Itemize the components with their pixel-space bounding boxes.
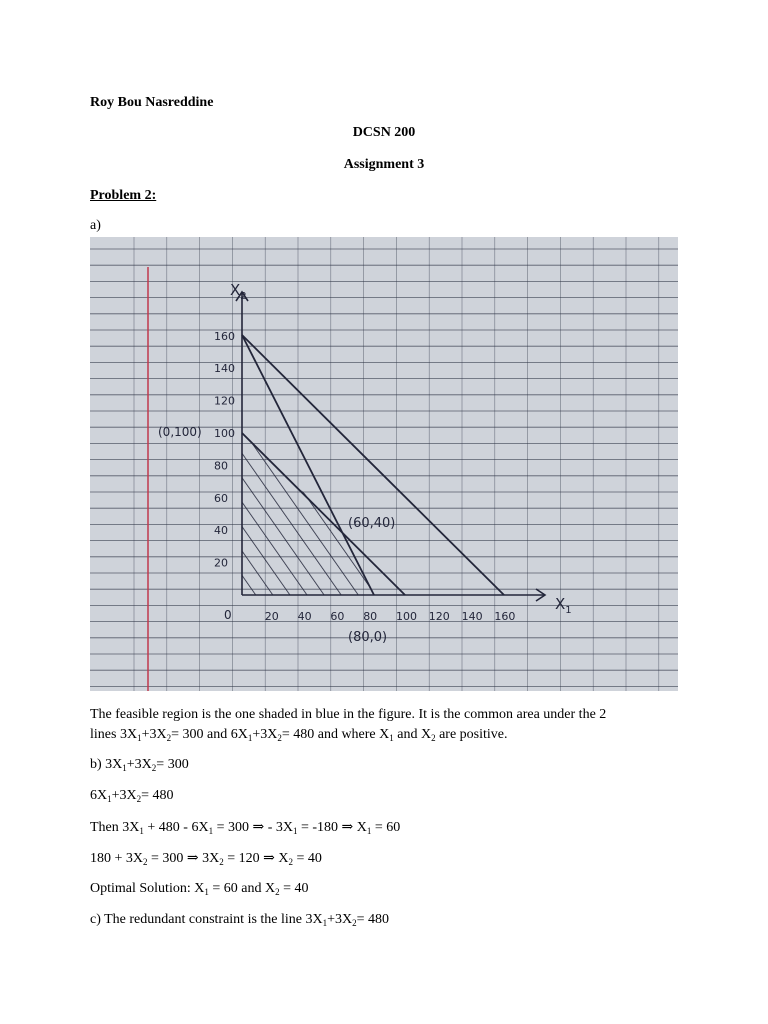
point-label-0-100: (0,100) — [158, 425, 202, 439]
subscript: 2 — [166, 733, 172, 743]
author-name: Roy Bou Nasreddine — [90, 95, 214, 110]
feasible-region — [242, 433, 374, 595]
text-fragment: = 120 ⇒ X — [223, 851, 289, 866]
text-fragment: = 480 — [141, 788, 174, 803]
text-fragment: = 40 — [293, 851, 322, 866]
course-code: DCSN 200 — [352, 125, 416, 140]
y-tick-label: 60 — [214, 491, 228, 505]
y-tick-label: 100 — [214, 427, 235, 440]
assignment-title: Assignment 3 — [343, 157, 425, 172]
y-tick-labels — [214, 330, 235, 570]
hand-drawn-graph — [90, 237, 678, 691]
x-tick-label: 100 — [396, 610, 417, 623]
x-tick-labels — [265, 610, 516, 623]
x-tick-label: 60 — [330, 610, 345, 623]
x-tick-label: 140 — [461, 610, 483, 623]
text-fragment: +3X — [111, 788, 137, 803]
part-a-label: a) — [90, 218, 101, 233]
subscript: 1 — [137, 733, 142, 743]
subscript: 1 — [322, 918, 328, 928]
text-fragment: = 300 and 6X — [171, 727, 248, 742]
y-axis-title: $X_2$ — [230, 281, 247, 302]
text-fragment: + 480 - 6X — [143, 820, 209, 835]
text-fragment: 6X — [90, 788, 108, 803]
subscript: 2 — [288, 857, 294, 867]
text-fragment: +3X — [141, 727, 167, 742]
x-tick-label: 120 — [428, 610, 450, 623]
origin-label: 0 — [224, 608, 232, 622]
feasible-text-line1: The feasible region is the one shaded in blue in the figure. It is the common area under the 2 — [90, 707, 607, 722]
point-label-60-40: (60,40) — [348, 516, 396, 531]
part-b-equation-2 — [90, 788, 174, 804]
text-fragment: c) The redundant constraint is the line 3X — [90, 912, 323, 927]
text-fragment: = 480 — [356, 912, 390, 927]
subscript: 2 — [352, 918, 357, 928]
subscript: 1 — [122, 763, 127, 773]
x-axis-title: $X_1$ — [555, 595, 572, 616]
x-tick-label: 40 — [297, 610, 312, 623]
text-fragment: lines 3X — [90, 727, 138, 742]
text-fragment: are positive. — [435, 727, 508, 742]
subscript: 2 — [277, 733, 282, 743]
part-b-step-2 — [90, 850, 322, 867]
subscript: 2 — [151, 763, 157, 773]
subscript: 1 — [366, 826, 372, 836]
text-fragment: = 480 and where X — [281, 727, 390, 742]
part-b-step-1 — [90, 819, 400, 836]
y-tick-label: 160 — [214, 329, 235, 343]
part-c-answer — [90, 912, 389, 928]
subscript: 2 — [275, 887, 280, 897]
y-tick-label: 140 — [214, 362, 235, 376]
y-tick-label: 40 — [214, 524, 228, 538]
problem-title: Problem 2: — [90, 188, 157, 203]
part-b-equation-1 — [90, 757, 189, 773]
text-fragment: +3X — [126, 757, 152, 772]
x-tick-label: 160 — [494, 610, 516, 623]
subscript: 1 — [247, 733, 253, 743]
text-fragment: Then 3X — [90, 820, 140, 835]
text-fragment: and X — [393, 727, 432, 742]
text-fragment: Optimal Solution: X — [90, 881, 205, 896]
subscript: 2 — [431, 733, 436, 743]
graph-photo — [90, 237, 678, 691]
subscript: 1 — [389, 733, 394, 743]
subscript: 1 — [208, 826, 214, 836]
text-fragment: +3X — [327, 912, 353, 927]
subscript: 2 — [219, 857, 224, 867]
point-label-80-0: (80,0) — [348, 630, 388, 645]
text-fragment: = 60 and X — [208, 881, 276, 896]
subscript: 1 — [139, 826, 144, 836]
text-fragment: +3X — [252, 727, 278, 742]
text-fragment: 180 + 3X — [90, 851, 144, 866]
x-tick-label: 80 — [363, 610, 378, 623]
text-fragment: = -180 ⇒ X — [297, 820, 367, 835]
text-fragment: = 300 ⇒ - 3X — [213, 820, 293, 835]
text-fragment: = 300 ⇒ 3X — [147, 851, 220, 866]
y-tick-label: 120 — [214, 394, 235, 408]
optimal-solution — [90, 881, 308, 897]
feasible-explanation — [90, 705, 690, 745]
subscript: 1 — [292, 826, 298, 836]
x-tick-label: 20 — [264, 610, 279, 623]
y-tick-label: 80 — [214, 459, 228, 473]
subscript: 2 — [136, 794, 142, 804]
subscript: 1 — [107, 794, 112, 804]
text-fragment: = 300 — [156, 757, 189, 772]
text-fragment: = 40 — [279, 881, 309, 896]
notebook-grid — [90, 237, 678, 691]
text-fragment: = 60 — [371, 820, 401, 835]
text-fragment: b) 3X — [90, 757, 123, 772]
subscript: 2 — [143, 857, 148, 867]
subscript: 1 — [204, 887, 209, 897]
y-tick-label: 20 — [214, 556, 228, 570]
